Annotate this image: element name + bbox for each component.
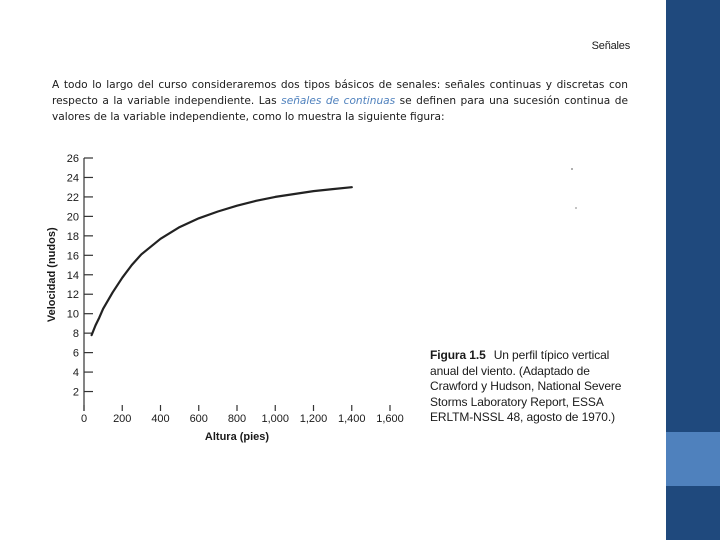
y-tick-label: 20	[66, 211, 79, 224]
series-line-0	[92, 187, 352, 335]
y-tick-label: 2	[72, 386, 79, 399]
x-tick-label: 800	[227, 413, 247, 425]
y-tick-label: 22	[66, 191, 79, 204]
x-axis-title: Altura (pies)	[204, 431, 270, 443]
figure-image	[40, 148, 636, 464]
y-tick-label: 10	[66, 308, 79, 321]
y-tick-label: 8	[72, 328, 79, 341]
speck	[575, 207, 577, 209]
paragraph-text-part1: A todo lo largo del curso consideraremos dos tipos básicos de senales: señales continuas y discretas con respecto a la variable independiente. Las	[52, 79, 628, 107]
y-tick-label: 14	[66, 269, 79, 282]
y-tick-label: 26	[66, 153, 79, 165]
figure-caption	[430, 348, 640, 426]
x-tick-label: 400	[151, 413, 170, 425]
y-tick-label: 12	[66, 289, 79, 302]
paragraph-text-part2: se definen para una sucesión continua de valores de la variable independiente, como lo muestra la siguiente figura:	[52, 95, 628, 123]
slide-header-title: Señales	[591, 40, 630, 52]
sidebar-decor-bottom	[666, 486, 720, 540]
y-tick-label: 6	[72, 347, 79, 360]
x-tick-label: 600	[189, 413, 208, 425]
axes-layer	[84, 158, 390, 411]
x-tick-label: 0	[80, 413, 88, 425]
x-tick-label: 200	[113, 413, 132, 425]
y-tick-label: 18	[66, 230, 79, 243]
figure-caption-text: Un perfil típico vertical anual del viento. (Adaptado de Crawford y Hudson, National Severe Storms Laboratory Report, ESSA ERLTM-NSSL 48, agosto de 1970.)	[430, 348, 622, 424]
y-tick-label: 16	[66, 250, 79, 263]
x-tick-label: 1,200	[299, 413, 328, 425]
y-tick-label: 24	[66, 172, 79, 185]
y-tick-label: 4	[72, 367, 79, 380]
labels-layer	[46, 153, 404, 443]
x-tick-label: 1,000	[261, 413, 290, 425]
paragraph-highlight: señales de continuas	[281, 95, 396, 107]
figure-caption-label: Figura 1.5	[430, 348, 486, 362]
series-layer	[92, 187, 352, 335]
slide-paragraph	[52, 77, 628, 125]
x-tick-label: 1,600	[376, 413, 404, 425]
sidebar-decor-top	[666, 0, 720, 432]
x-tick-label: 1,400	[337, 413, 366, 425]
y-axis-title: Velocidad (nudos)	[46, 227, 58, 323]
sidebar-decor-middle	[666, 432, 720, 486]
speck	[571, 168, 573, 170]
